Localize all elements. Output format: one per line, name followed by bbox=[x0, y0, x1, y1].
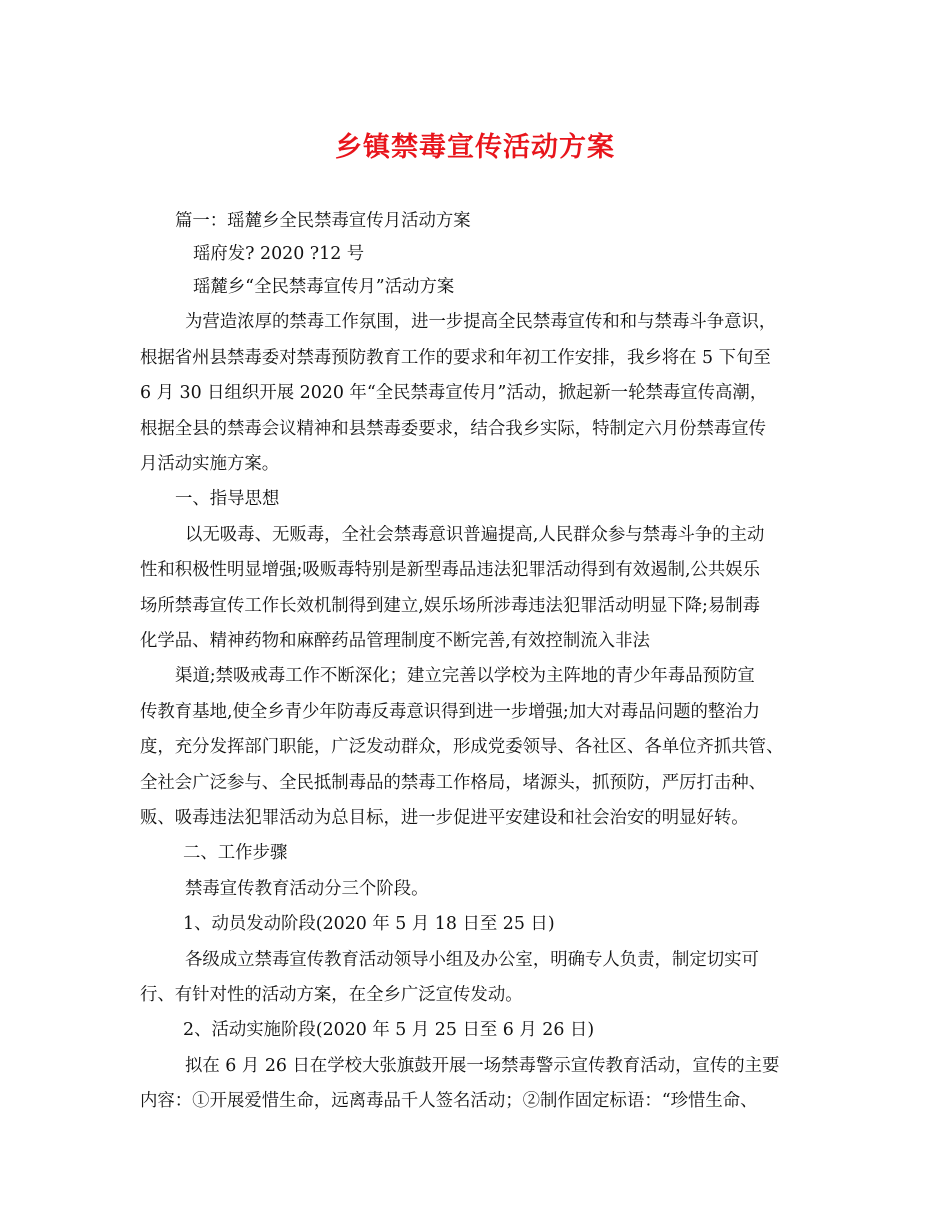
paragraph-line: 各级成立禁毒宣传教育活动领导小组及办公室，明确专人负责，制定切实可 bbox=[185, 950, 759, 970]
paragraph-line: 根据全县的禁毒会议精神和县禁毒委要求，结合我乡实际，特制定六月份禁毒宣传 bbox=[140, 419, 767, 439]
stage-heading: 2、活动实施阶段(2020 年 5 月 25 日至 6 月 26 日) bbox=[183, 1020, 595, 1040]
paragraph-line: 传教育基地,使全乡青少年防毒反毒意识得到进一步增强;加大对毒品问题的整治力 bbox=[140, 702, 761, 722]
paragraph-line: 性和积极性明显增强;吸贩毒特别是新型毒品违法犯罪活动得到有效遏制,公共娱乐 bbox=[140, 560, 761, 580]
paragraph-line: 月活动实施方案。 bbox=[140, 454, 280, 474]
plan-title: 瑶麓乡“全民禁毒宣传月”活动方案 bbox=[193, 277, 455, 297]
paragraph-line: 渠道;禁吸戒毒工作不断深化；建立完善以学校为主阵地的青少年毒品预防宣 bbox=[175, 666, 755, 686]
section-heading: 一、指导思想 bbox=[175, 489, 280, 509]
document-number: 瑶府发? 2020 ?12 号 bbox=[193, 244, 365, 264]
paragraph-line: 贩、吸毒违法犯罪活动为总目标，进一步促进平安建设和社会治安的明显好转。 bbox=[140, 808, 749, 828]
section-heading: 二、工作步骤 bbox=[183, 843, 288, 863]
section-heading: 篇一：瑶麓乡全民禁毒宣传月活动方案 bbox=[175, 211, 471, 231]
paragraph-line: 度，充分发挥部门职能，广泛发动群众，形成党委领导、各社区、各单位齐抓共管、 bbox=[140, 737, 784, 757]
paragraph-line: 以无吸毒、无贩毒，全社会禁毒意识普遍提高,人民群众参与禁毒斗争的主动 bbox=[185, 525, 765, 545]
stage-heading: 1、动员发动阶段(2020 年 5 月 18 日至 25 日) bbox=[183, 914, 555, 934]
paragraph-line: 内容：①开展爱惜生命，远离毒品千人签名活动；②制作固定标语：“珍惜生命、 bbox=[140, 1091, 758, 1111]
paragraph-line: 场所禁毒宣传工作长效机制得到建立,娱乐场所涉毒违法犯罪活动明显下降;易制毒 bbox=[140, 596, 761, 616]
paragraph-line: 禁毒宣传教育活动分三个阶段。 bbox=[185, 879, 429, 899]
paragraph-line: 行、有针对性的活动方案，在全乡广泛宣传发动。 bbox=[140, 985, 523, 1005]
paragraph-line: 化学品、精神药物和麻醉药品管理制度不断完善,有效控制流入非法 bbox=[140, 631, 650, 651]
paragraph-line: 根据省州县禁毒委对禁毒预防教育工作的要求和年初工作安排，我乡将在 5 下旬至 bbox=[140, 348, 771, 368]
paragraph-line: 拟在 6 月 26 日在学校大张旗鼓开展一场禁毒警示宣传教育活动，宣传的主要 bbox=[185, 1056, 780, 1076]
document-title: 乡镇禁毒宣传活动方案 bbox=[335, 132, 615, 163]
paragraph-line: 全社会广泛参与、全民抵制毒品的禁毒工作格局，堵源头，抓预防，严厉打击种、 bbox=[140, 773, 767, 793]
paragraph-line: 为营造浓厚的禁毒工作氛围，进一步提高全民禁毒宣传和和与禁毒斗争意识， bbox=[185, 312, 777, 332]
paragraph-line: 6 月 30 日组织开展 2020 年“全民禁毒宣传月”活动，掀起新一轮禁毒宣传高潮， bbox=[140, 383, 768, 403]
